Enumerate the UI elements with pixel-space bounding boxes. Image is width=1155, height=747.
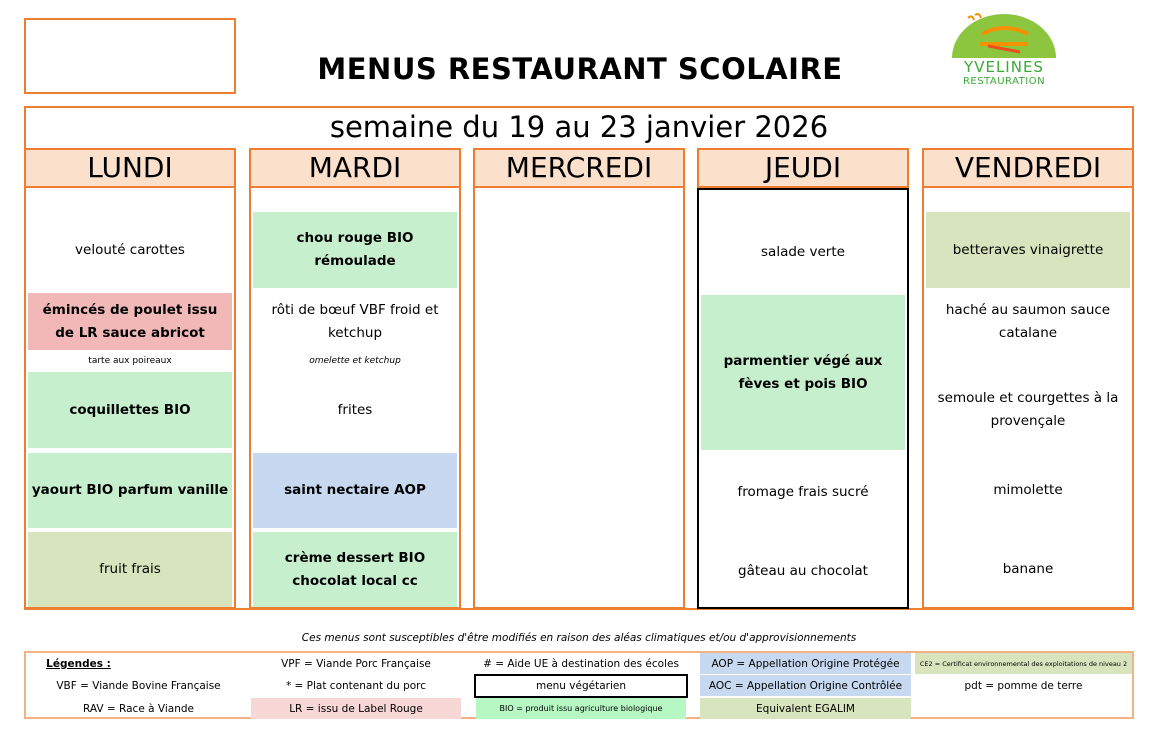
day-header: VENDREDI — [922, 148, 1134, 188]
legend-heading: Légendes : — [46, 657, 111, 670]
week-title: semaine du 19 au 23 janvier 2026 — [329, 110, 829, 144]
day-body — [249, 188, 461, 609]
day-column-lundi — [24, 148, 236, 609]
day-column-vendredi — [922, 148, 1134, 609]
menu-item-main: haché au saumon sauce catalane — [945, 301, 1111, 341]
empty-header-box — [24, 18, 236, 94]
menu-item-main: émincés de poulet issu de LR sauce abricot — [28, 293, 232, 350]
legend-egalim: Equivalent EGALIM — [700, 698, 911, 719]
logo-name: YVELINES — [964, 58, 1044, 76]
legend-aop: AOP = Appellation Origine Protégée — [700, 653, 911, 674]
disclaimer-note: Ces menus sont susceptibles d'être modifiés en raison des aléas climatiques et/ou d'approvisionnements — [301, 632, 857, 644]
legend-vbf: VBF = Viande Bovine Française — [56, 679, 221, 692]
menu-item-starter: velouté carottes — [75, 241, 185, 258]
menu-item-starter: salade verte — [761, 243, 845, 260]
legend-ue: # = Aide UE à destination des écoles — [483, 657, 679, 670]
menu-item-dairy: saint nectaire AOP — [253, 453, 457, 528]
menu-item-side: frites — [337, 401, 373, 418]
day-header: JEUDI — [697, 148, 909, 188]
menu-item-dairy: fromage frais sucré — [737, 484, 869, 500]
menu-item-alternative: tarte aux poireaux — [88, 356, 172, 366]
menu-item-dessert: crème dessert BIO chocolat local cc — [253, 532, 457, 607]
day-column-jeudi — [697, 148, 909, 609]
day-body — [24, 188, 236, 609]
day-body — [922, 188, 1134, 609]
menu-item-starter: chou rouge BIO rémoulade — [253, 212, 457, 288]
menu-item-dairy: mimolette — [993, 482, 1063, 498]
day-column-mercredi — [473, 148, 685, 609]
menu-item-dessert: fruit frais — [28, 532, 232, 607]
menu-item-side: semoule et courgettes à la provençale — [937, 390, 1119, 429]
legend-label-rouge: LR = issu de Label Rouge — [251, 698, 461, 719]
logo-emblem-icon — [948, 12, 1060, 62]
menu-item-dessert: gâteau au chocolat — [738, 563, 868, 579]
menu-item-main: parmentier végé aux fèves et pois BIO — [701, 295, 905, 450]
legend-vpf: VPF = Viande Porc Française — [281, 657, 431, 670]
day-body-vegetarian — [697, 188, 909, 609]
page-title: MENUS RESTAURANT SCOLAIRE — [317, 52, 843, 86]
legend-rav: RAV = Race à Viande — [83, 702, 194, 715]
day-header: LUNDI — [24, 148, 236, 188]
day-header: MERCREDI — [473, 148, 685, 188]
menu-item-starter: betteraves vinaigrette — [926, 212, 1130, 288]
legend-vegetarian: menu végétarien — [474, 674, 688, 698]
legend-bio: BIO = produit issu agriculture biologique — [476, 698, 686, 719]
menu-item-side: coquillettes BIO — [28, 372, 232, 448]
legend-aoc: AOC = Appellation Origine Contrôlée — [700, 675, 911, 696]
day-header: MARDI — [249, 148, 461, 188]
legend-ce2: CE2 = Certificat environnemental des exploitations de niveau 2 — [915, 653, 1132, 674]
logo-subtitle: RESTAURATION — [962, 76, 1046, 87]
menu-item-main: rôti de bœuf VBF froid et ketchup — [271, 301, 439, 341]
menu-item-alternative: omelette et ketchup — [309, 356, 401, 366]
legend-porc: * = Plat contenant du porc — [285, 679, 427, 692]
legend-box — [24, 651, 1134, 719]
yvelines-restauration-logo — [948, 12, 1060, 92]
menu-item-dessert: banane — [1002, 561, 1054, 577]
day-body — [473, 188, 685, 609]
menu-item-dairy: yaourt BIO parfum vanille — [28, 453, 232, 528]
legend-pdt: pdt = pomme de terre — [964, 679, 1083, 692]
day-column-mardi — [249, 148, 461, 609]
